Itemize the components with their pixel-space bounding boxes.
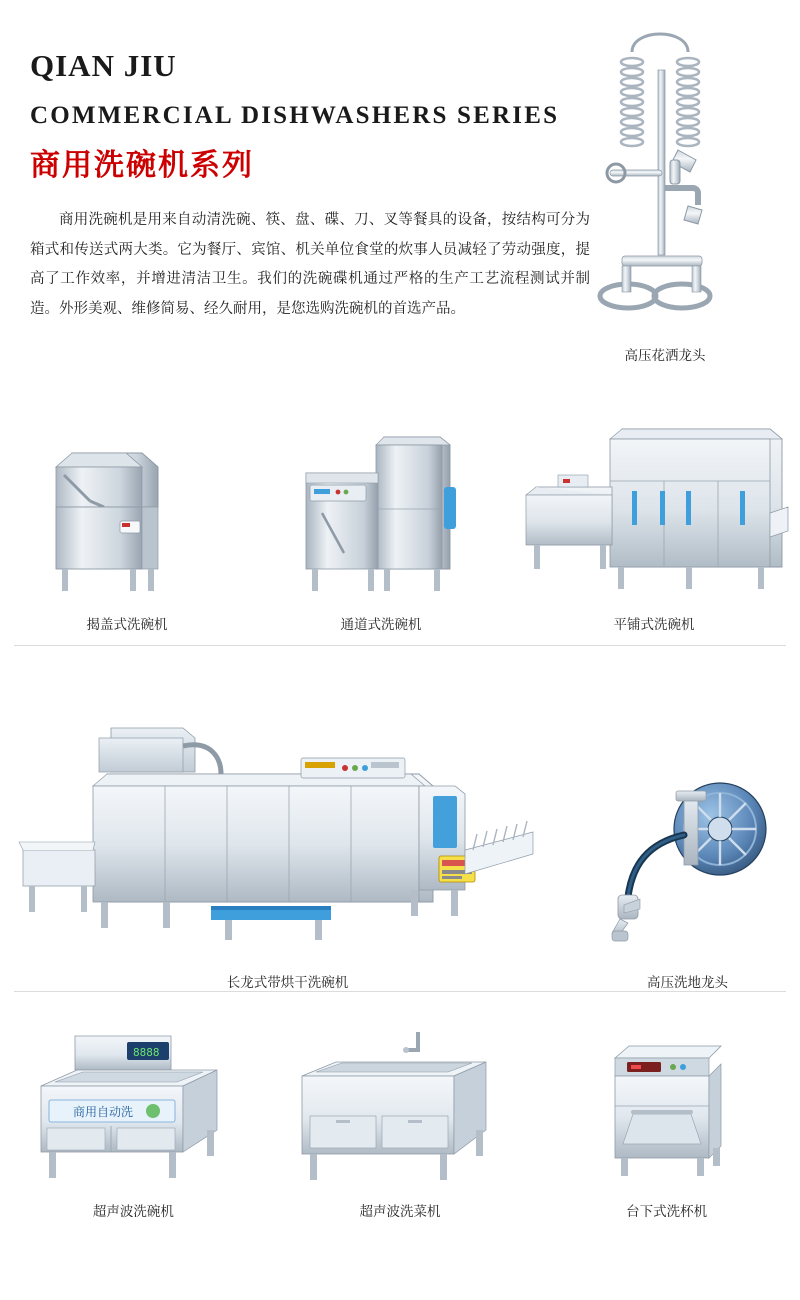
product-card-ultrasonic-dishwasher[interactable] [0, 1004, 267, 1232]
product-card-hose-reel[interactable] [575, 765, 800, 991]
ultrasonic-dishwasher-image [11, 1014, 256, 1194]
product-card-vegetable-washer[interactable] [267, 1004, 534, 1232]
product-caption: 超声波洗菜机 [359, 1204, 441, 1220]
intro-paragraph: 商用洗碗机是用来自动清洗碗、筷、盘、碟、刀、叉等餐具的设备，按结构可分为箱式和传送式两大类。它为餐厅、宾馆、机关单位食堂的炊事人员减轻了劳动强度，提高了工作效率，并增进清洁卫生。我们的洗碗碟机通过严格的生产工艺流程测试并制造。外形美观、维修简易、经久耐用，是您选购洗碗机的首选产品。 [30, 212, 590, 318]
hood-type-dishwasher-image [32, 417, 222, 607]
product-caption: 长龙式带烘干洗碗机 [226, 975, 349, 991]
faucet-caption: 高压花洒龙头 [624, 348, 706, 364]
brand-title: QIAN JIU [30, 48, 177, 83]
pre-rinse-faucet-image [570, 10, 760, 340]
product-card-glass-washer[interactable] [533, 1004, 800, 1232]
product-row-1 [0, 390, 800, 645]
undercounter-glass-washer-image [587, 1014, 747, 1194]
product-card-hood-type[interactable] [0, 407, 254, 645]
flat-conveyor-dishwasher-image [514, 417, 794, 607]
product-row-3 [0, 992, 800, 1232]
product-caption: 超声波洗碗机 [92, 1204, 174, 1220]
svg-text:商用自动洗: 商用自动洗 [72, 1105, 133, 1119]
product-row-2 [0, 646, 800, 991]
rack-conveyor-dishwasher-image [276, 417, 486, 607]
svg-text:8888: 8888 [132, 1046, 160, 1059]
page-header [0, 0, 800, 390]
product-caption: 通道式洗碗机 [340, 617, 422, 633]
product-card-long-conveyor[interactable] [0, 700, 575, 991]
product-caption: 平铺式洗碗机 [613, 617, 695, 633]
product-caption: 揭盖式洗碗机 [86, 617, 168, 633]
product-caption: 高压洗地龙头 [647, 975, 728, 991]
high-pressure-hose-reel-image [588, 765, 788, 965]
ultrasonic-vegetable-washer-image [278, 1014, 523, 1194]
product-card-flat-conveyor[interactable] [508, 407, 800, 645]
product-card-rack-conveyor[interactable] [254, 407, 508, 645]
product-caption: 台下式洗杯机 [626, 1204, 708, 1220]
long-conveyor-dryer-dishwasher-image [15, 700, 560, 965]
series-title-en: COMMERCIAL DISHWASHERS SERIES [30, 102, 560, 129]
pre-rinse-faucet-figure [570, 10, 760, 370]
series-title-cn: 商用洗碗机系列 [30, 148, 254, 183]
